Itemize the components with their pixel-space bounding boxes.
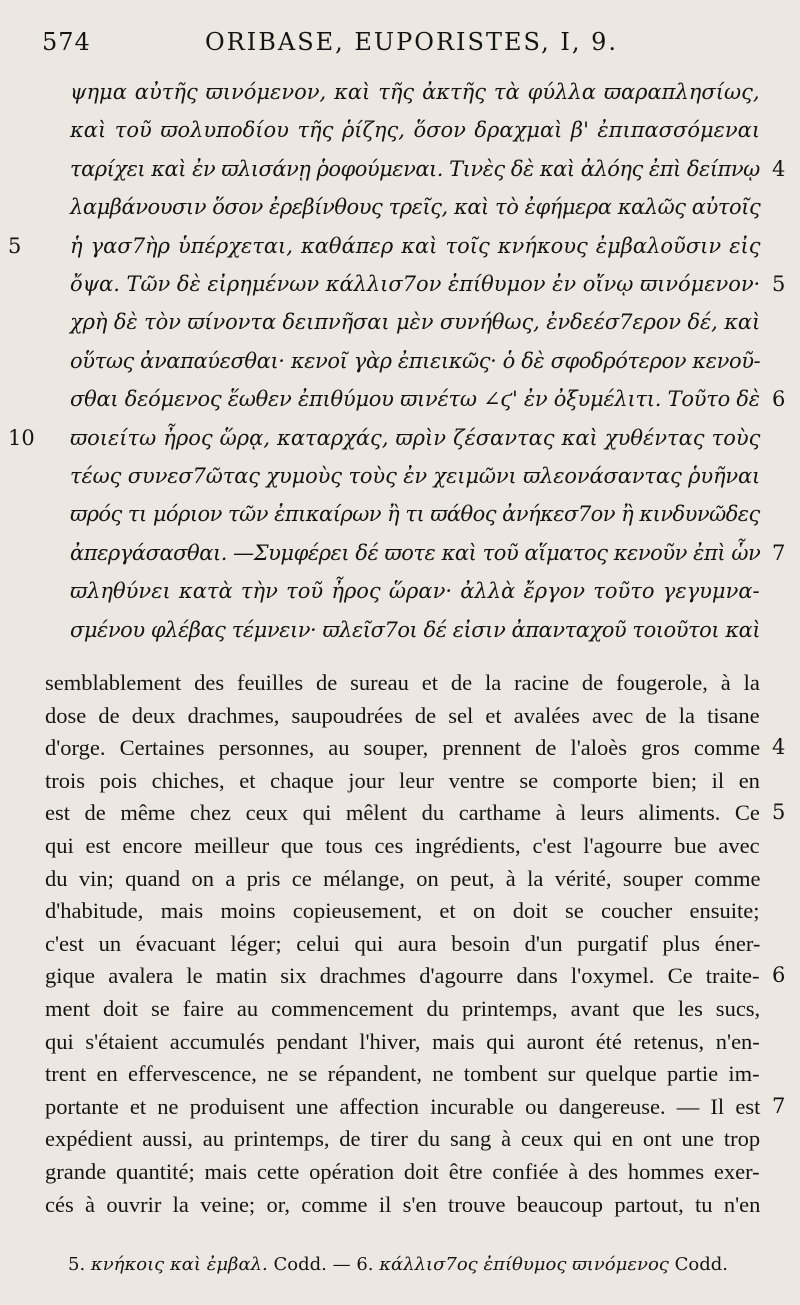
french-line: d'habitude, mais moins copieusement, et on doit se coucher ensuite;	[45, 898, 760, 924]
greek-line: καὶ τοῦ ϖολυποδίου τῆς ῥίζης, ὅσον δραχμαὶ β' ἐπιπασσόμεναι	[70, 118, 761, 143]
section-number: 7	[772, 1093, 786, 1118]
french-line: expédient aussi, au printemps, de tirer du sang à ceux qui en ont une trop	[45, 1126, 761, 1152]
footnote-6-label: 6.	[356, 1254, 374, 1275]
french-line: semblablement des feuilles de sureau et de la racine de fougerole, à la	[45, 670, 760, 695]
footnotes	[68, 1254, 728, 1275]
french-line: portante et ne produisent une affection incurable ou dangereuse. — Il est	[45, 1093, 761, 1119]
greek-line: ψημα αὐτῆς ϖινόμενον, καὶ τῆς ἀκτῆς τὰ φύλλα ϖαραπλησίως,	[70, 80, 760, 104]
footnote-5-greek: κνήκοις καὶ ἐμβαλ.	[90, 1254, 268, 1275]
footnote-6-greek: κάλλισ7ος ἐπίθυμος ϖινόμενος	[379, 1254, 669, 1275]
greek-line: χρὴ δὲ τὸν ϖίνοντα δειπνῆσαι μὲν συνήθως, ἐνδεέσ7ερον δέ, καὶ	[70, 310, 761, 335]
page-header	[0, 20, 800, 60]
footnote-5-codd: Codd. —	[273, 1254, 351, 1275]
french-line: trois pois chiches, et chaque jour leur ventre se comporte bien; il en	[45, 767, 760, 793]
greek-line: ϖρός τι μόριον τῶν ἐπικαίρων ἢ τι ϖάθος ἀνήκεσ7ον ἢ κινδυνῶδες	[70, 502, 760, 527]
section-number: 6	[772, 963, 786, 988]
section-number: 6	[772, 387, 786, 412]
greek-line: ϖοιείτω ἦρος ὥρᾳ, καταρχάς, ϖρὶν ζέσαντας καὶ χυθέντας τοὺς	[70, 425, 761, 450]
french-line: c'est un évacuant léger; celui qui aura besoin d'un purgatif plus éner-	[45, 930, 761, 956]
section-number: 4	[772, 156, 786, 181]
running-head: ORIBASE, EUPORISTES, I, 9.	[205, 28, 618, 56]
french-line: du vin; quand on a pris ce mélange, on peut, à la vérité, souper comme	[45, 865, 761, 891]
greek-line: λαμβάνουσιν ὅσον ἐρεβίνθους τρεῖς, καὶ τὸ ἐφήμερα καλῶς αὐτοῖς	[70, 195, 761, 220]
greek-line: τέως συνεσ7ῶτας χυμοὺς τοὺς ἐν χειμῶνι ϖλεονάσαντας ῥυῆναι	[70, 464, 761, 488]
page-number: 574	[42, 28, 91, 56]
french-line: cés à ouvrir la veine; or, comme il s'en trouve beaucoup partout, tu n'en	[45, 1191, 761, 1217]
greek-line: ϖληθύνει κατὰ τὴν τοῦ ἦρος ὥραν· ἀλλὰ ἔργον τοῦτο γεγυμνα-	[70, 579, 760, 604]
french-line: d'orge. Certaines personnes, au souper, prennent de l'aloès gros comme	[45, 735, 761, 761]
greek-line: σμένου φλέβας τέμνειν· ϖλεῖσ7οι δέ εἰσιν ἀπανταχοῦ τοιοῦτοι καὶ	[70, 617, 761, 642]
french-line: trent en effervescence, ne se répandent, ne tombent sur quelque partie im-	[45, 1061, 760, 1087]
section-number: 5	[772, 800, 786, 825]
french-line: grande quantité; mais cette opération doit être confiée à des hommes exer-	[45, 1159, 760, 1184]
footnote-5-label: 5.	[68, 1254, 86, 1275]
section-number: 4	[772, 735, 786, 760]
section-number: 7	[772, 540, 786, 565]
greek-line: ταρίχει καὶ ἐν ϖλισάνῃ ῥοφούμεναι. Τινὲς δὲ καὶ ἀλόης ἐπὶ δείπνῳ	[70, 156, 760, 181]
french-line: qui s'étaient accumulés pendant l'hiver, mais qui auront été retenus, n'en-	[45, 1028, 760, 1054]
line-number: 10	[8, 425, 35, 450]
line-number: 5	[8, 233, 22, 258]
greek-line: ὄψα. Τῶν δὲ εἰρημένων κάλλισ7ον ἐπίθυμον ἐν οἴνῳ ϖινόμενον·	[70, 272, 761, 296]
greek-line: ἀπεργάσασθαι. —Συμφέρει δέ ϖοτε καὶ τοῦ αἵματος κενοῦν ἐπὶ ὧν	[70, 540, 761, 565]
french-line: ment doit se faire au commencement du printemps, avant que les sucs,	[45, 996, 761, 1021]
greek-line: σθαι δεόμενος ἕωθεν ἐπιθύμου ϖινέτω ∠ϛ' ἐν ὀξυμέλιτι. Τοῦτο δὲ	[70, 387, 760, 412]
french-line: dose de deux drachmes, saupoudrées de sel et avalées avec de la tisane	[45, 702, 760, 728]
section-number: 5	[772, 272, 786, 296]
french-line: gique avalera le matin six drachmes d'agourre dans l'oxymel. Ce traite-	[45, 963, 760, 989]
greek-line: οὕτως ἀναπαύεσθαι· κενοῖ γὰρ ἐπιεικῶς· ὁ δὲ σφοδρότερον κενοῦ-	[70, 348, 761, 373]
greek-line: ἡ γασ7ὴρ ὑπέρχεται, καθάπερ καὶ τοῖς κνήκους ἐμβαλοῦσιν εἰς	[70, 233, 761, 258]
footnote-6-codd: Codd.	[674, 1254, 728, 1275]
french-line: qui est encore meilleur que tous ces ingrédients, c'est l'agourre bue avec	[45, 833, 760, 858]
french-line: est de même chez ceux qui mêlent du carthame à leurs aliments. Ce	[45, 800, 760, 826]
